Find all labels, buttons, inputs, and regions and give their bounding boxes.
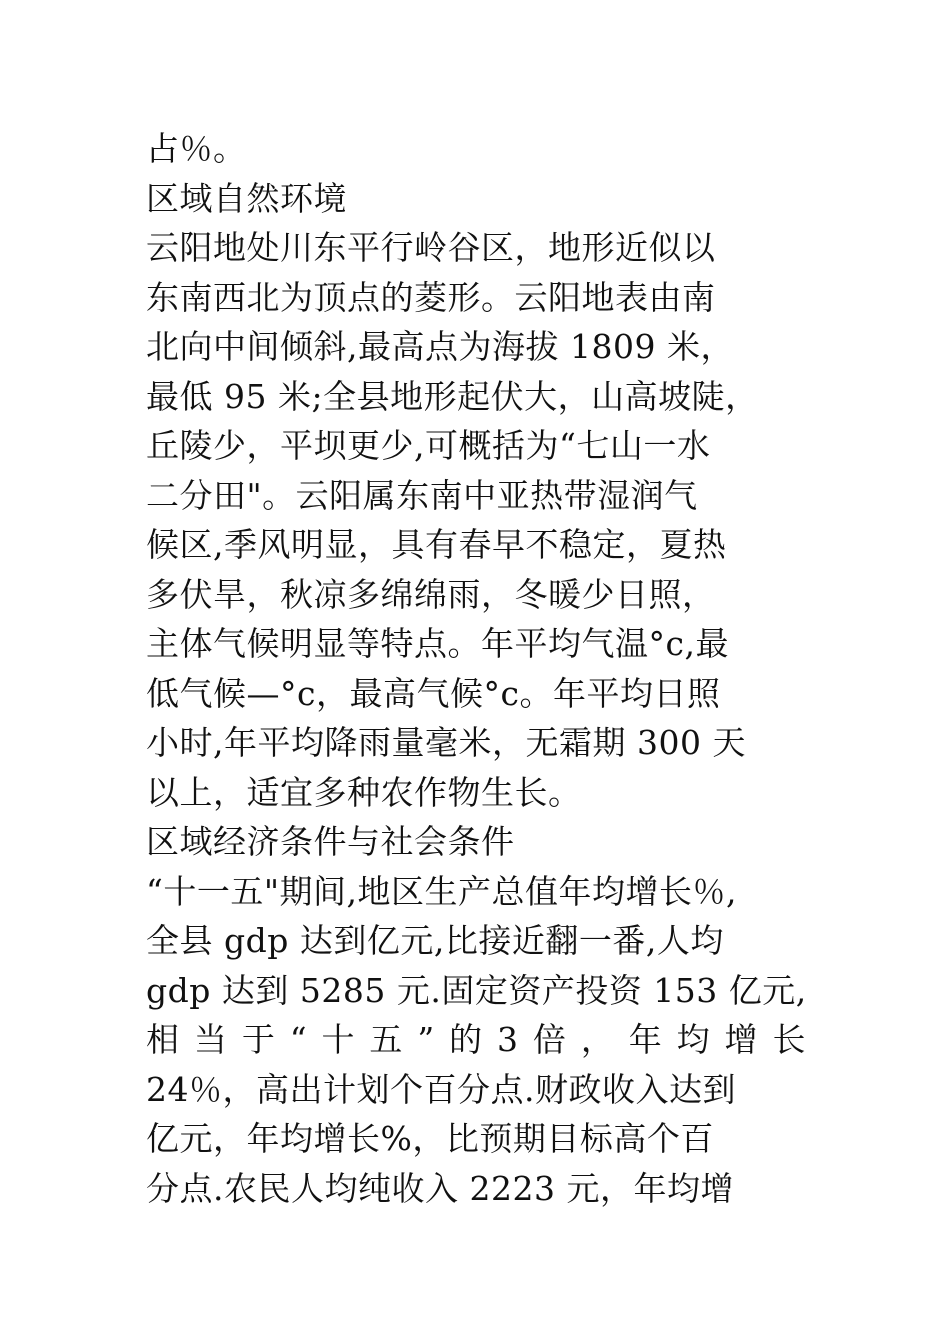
char: 于 (241, 1020, 276, 1059)
text-line: 最低 95 米;全县地形起伏大，山高坡陡， (146, 376, 759, 416)
char: 十 (321, 1020, 355, 1059)
char: 均 (676, 1020, 711, 1059)
text-line: 亿元，年均增长%，比预期目标高个百 (146, 1119, 714, 1158)
text-line: 候区,季风明显，具有春早不稳定，夏热 (146, 525, 727, 564)
section-heading-economic-social: 区域经济条件与社会条件 (146, 822, 515, 861)
text-line: 小时,年平均降雨量毫米，无霜期 300 天 (146, 723, 746, 762)
text-line: 丘陵少，平坝更少,可概括为“七山一水 (146, 426, 711, 465)
text-line: 占％。 (146, 129, 247, 168)
text-line: 东南西北为顶点的菱形。云阳地表由南 (146, 277, 716, 317)
char: 增 (724, 1020, 759, 1059)
text-line: 北向中间倾斜,最高点为海拔 1809 米， (146, 327, 734, 366)
document-body (146, 124, 818, 1213)
char: 相 (146, 1020, 180, 1059)
char: 五 (369, 1020, 403, 1059)
text-line: 分点.农民人均纯收入 2223 元，年均增 (146, 1168, 734, 1208)
char: 年 (628, 1020, 663, 1059)
text-line: 24％，高出计划个百分点.财政收入达到 (146, 1069, 736, 1109)
text-line: gdp 达到 5285 元.固定资产投资 153 亿元, (146, 970, 807, 1010)
text-line: 低气候—°c，最高气候°c。年平均日照 (146, 673, 721, 713)
char: “ (289, 1020, 308, 1059)
char: ” (417, 1020, 435, 1059)
char: ， (580, 1020, 615, 1059)
text-line: 云阳地处川东平行岭谷区，地形近似以 (146, 228, 716, 267)
text-line: 以上，适宜多种农作物生长。 (146, 772, 582, 812)
char: 的 (449, 1020, 483, 1059)
justified-text-line (146, 1015, 806, 1065)
text-line: “十一五"期间,地区生产总值年均增长％, (146, 871, 738, 911)
char: 当 (193, 1020, 228, 1059)
text-line: 多伏旱，秋凉多绵绵雨，冬暖少日照， (146, 574, 716, 614)
text-line: 二分田"。云阳属东南中亚热带湿润气 (146, 475, 698, 515)
char: 倍 (532, 1020, 567, 1059)
section-heading-natural-environment: 区域自然环境 (146, 178, 347, 218)
text-line: 全县 gdp 达到亿元,比接近翻一番,人均 (146, 921, 724, 960)
char: 3 (497, 1020, 519, 1059)
char: 长 (772, 1020, 806, 1059)
text-line: 主体气候明显等特点。年平均气温°c,最 (146, 624, 729, 663)
